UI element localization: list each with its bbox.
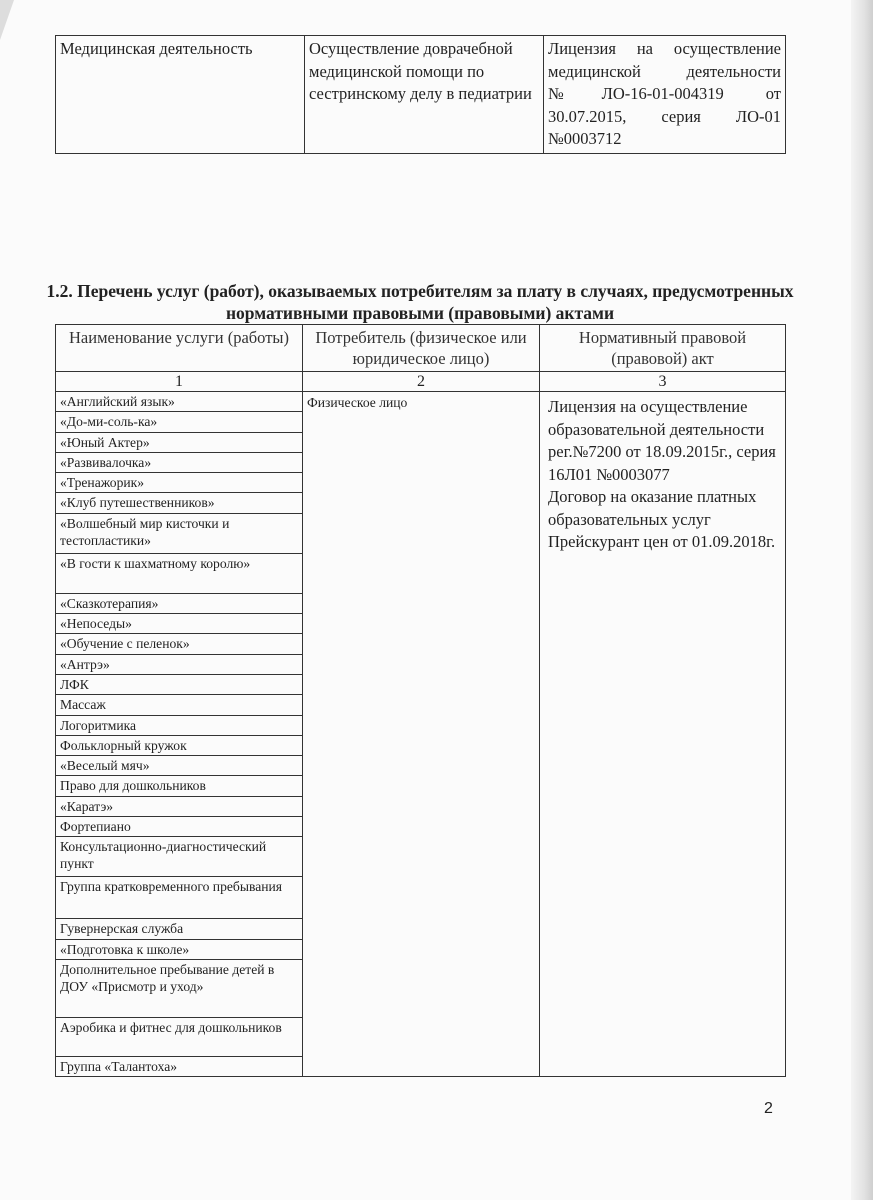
page-edge-shadow bbox=[851, 0, 873, 1200]
consumer-cell: Физическое лицо bbox=[303, 392, 540, 1077]
column-number: 2 bbox=[303, 372, 540, 392]
service-name-cell: Массаж bbox=[56, 695, 303, 715]
service-name-cell: «Обучение с пеленок» bbox=[56, 634, 303, 654]
service-name-cell: «Сказкотерапия» bbox=[56, 593, 303, 613]
column-number-row bbox=[56, 372, 786, 392]
header-row bbox=[56, 325, 786, 372]
service-name-cell: «В гости к шахматному королю» bbox=[56, 553, 303, 593]
service-name-cell: Группа «Талантоха» bbox=[56, 1056, 303, 1076]
header-consumer: Потребитель (физическое или юридическое лицо) bbox=[303, 325, 540, 372]
legal-act-cell: Лицензия на осуществление образовательной деятельности рег.№7200 от 18.09.2015г., серия 16Л01 №0003077 Договор на оказание платных образовательных услуг Прейскурант цен от 01.09.2018г. bbox=[540, 392, 786, 1077]
service-name-cell: Право для дошкольников bbox=[56, 776, 303, 796]
service-name-cell: «Каратэ» bbox=[56, 796, 303, 816]
service-name-cell: ЛФК bbox=[56, 674, 303, 694]
medical-activity-table bbox=[55, 35, 786, 154]
header-legal-act: Нормативный правовой (правовой) акт bbox=[540, 325, 786, 372]
service-name-cell: Аэробика и фитнес для дошкольников bbox=[56, 1017, 303, 1056]
service-name-cell: Фольклорный кружок bbox=[56, 735, 303, 755]
section-heading: 1.2. Перечень услуг (работ), оказываемых потребителям за плату в случаях, предусмотренных нормативными правовыми (правовыми) актами bbox=[46, 281, 794, 323]
service-name-cell: «Юный Актер» bbox=[56, 432, 303, 452]
service-name-cell: Дополнительное пребывание детей в ДОУ «Присмотр и уход» bbox=[56, 959, 303, 1017]
service-name-cell: Гувернерская служба bbox=[56, 919, 303, 939]
service-name-cell: Логоритмика bbox=[56, 715, 303, 735]
scan-corner-shadow bbox=[0, 0, 14, 40]
service-name-cell: «Английский язык» bbox=[56, 392, 303, 412]
table-row bbox=[56, 36, 786, 154]
service-name-cell: Группа кратковременного пребывания bbox=[56, 877, 303, 919]
service-name-cell: «До-ми-соль-ка» bbox=[56, 412, 303, 432]
service-name-cell: «Клуб путешественников» bbox=[56, 493, 303, 513]
paid-services-table bbox=[55, 324, 786, 1077]
service-name-cell: Консультационно-диагностический пункт bbox=[56, 837, 303, 877]
page-number: 2 bbox=[764, 1100, 773, 1117]
service-name-cell: «Развивалочка» bbox=[56, 452, 303, 472]
service-name-cell: «Веселый мяч» bbox=[56, 756, 303, 776]
table-row bbox=[56, 392, 786, 412]
service-name-cell: «Антрэ» bbox=[56, 654, 303, 674]
service-name-cell: «Непоседы» bbox=[56, 614, 303, 634]
license-cell: Лицензия на осуществление медицинской деятельности №ЛО-16-01-004319 от 30.07.2015, серия ЛО-01 №0003712 bbox=[544, 36, 786, 154]
header-service-name: Наименование услуги (работы) bbox=[56, 325, 303, 372]
service-name-cell: «Волшебный мир кисточки и тестопластики» bbox=[56, 513, 303, 553]
service-name-cell: «Подготовка к школе» bbox=[56, 939, 303, 959]
column-number: 3 bbox=[540, 372, 786, 392]
service-name-cell: «Тренажорик» bbox=[56, 473, 303, 493]
activity-description-cell: Осуществление доврачебной медицинской помощи по сестринскому делу в педиатрии bbox=[305, 36, 544, 154]
column-number: 1 bbox=[56, 372, 303, 392]
activity-type-cell: Медицинская деятельность bbox=[56, 36, 305, 154]
service-name-cell: Фортепиано bbox=[56, 817, 303, 837]
